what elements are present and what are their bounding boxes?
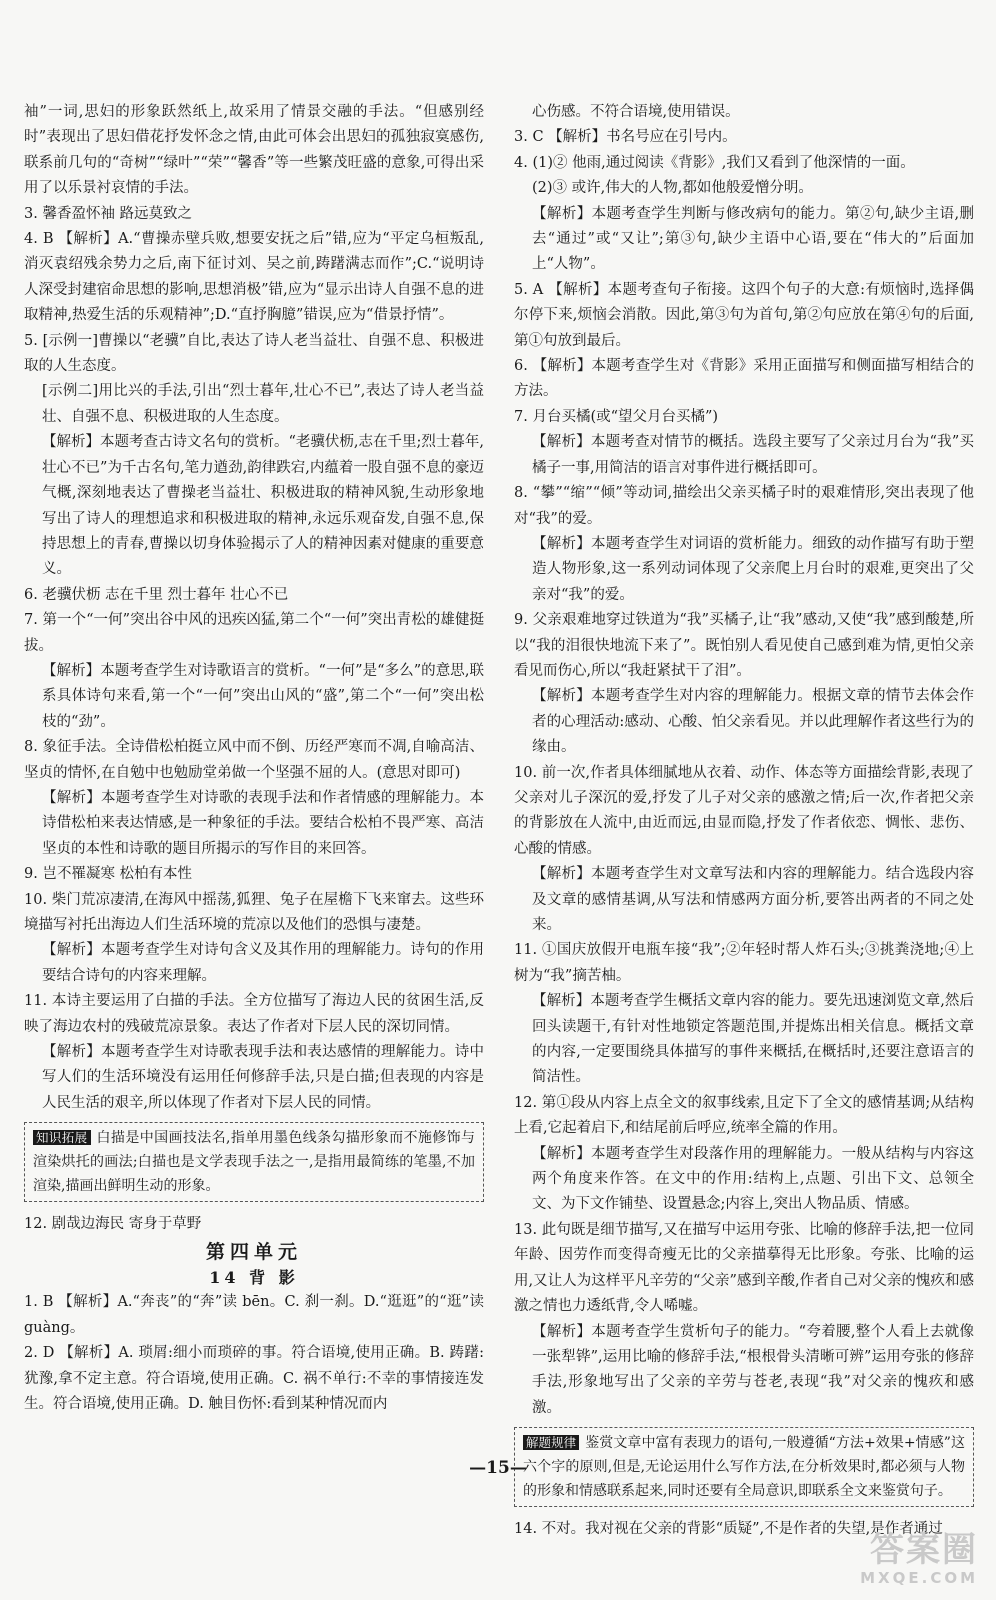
paragraph: 10. 柴门荒凉凄清,在海风中摇荡,狐狸、兔子在屋檐下飞来窜去。这些环境描写衬托出海边人们生活环境的荒凉以及他们的恐惧与凄楚。: [24, 891, 484, 933]
page-number: —15—: [469, 1458, 527, 1478]
paragraph: 8. 象征手法。全诗借松柏挺立风中而不倒、历经严寒而不凋,自喻高洁、坚贞的情怀,在自勉中也勉励堂弟做一个坚强不屈的人。(意思对即可): [24, 739, 484, 781]
paragraph: 【解析】本题考查学生对诗歌语言的赏析。“一何”是“多么”的意思,联系具体诗句来看,第一个“一何”突出山风的“盛”,第二个“一何”突出松枝的“劲”。: [42, 662, 484, 730]
paragraph: [示例二]用比兴的手法,引出“烈士暮年,壮心不已”,表达了诗人老当益壮、自强不息、积极进取的人生态度。: [42, 383, 484, 425]
knowledge-box: [24, 1122, 484, 1202]
paragraph: 7. 月台买橘(或“望父月台买橘”): [514, 408, 719, 425]
knowledge-box-text: 白描是中国画技法名,指单用墨色线条勾描形象而不施修饰与渲染烘托的画法;白描也是文学表现手法之一,是指用最简练的笔墨,不加渲染,描画出鲜明生动的形象。: [33, 1130, 475, 1195]
paragraph: 9. 父亲艰难地穿过铁道为“我”买橘子,让“我”感动,又使“我”感到酸楚,所以“我的泪很快地流下来了”。既怕别人看见使自己感到难为情,更怕父亲看见而伤心,所以“我赶紧拭干了泪”。: [514, 612, 974, 679]
paragraph: 4. B 【解析】A.“曹操赤壁兵败,想要安抚之后”错,应为“平定乌桓叛乱,消灭袁绍残余势力之后,南下征讨刘、吴之前,踌躇满志而作”;C.“说明诗人深受封建宿命思想的影响,思想消极”错,应为“显示出诗人自强不息的进取精神,热爱生活的乐观精神”;D.“直抒胸臆”错误,应为“借景抒情”。: [24, 231, 484, 324]
paragraph: 3. C 【解析】书名号应在引号内。: [514, 129, 737, 146]
paragraph: 8. “攀”“缩”“倾”等动词,描绘出父亲买橘子时的艰难情形,突出表现了他对“我”的爱。: [514, 485, 974, 527]
paragraph: 14. 不对。我对视在父亲的背影“质疑”,不是作者的失望,是作者通过: [514, 1521, 943, 1538]
paragraph: 【解析】本题考查学生对诗歌表现手法和表达感情的理解能力。诗中写人们的生活环境没有运用任何修辞手法,只是白描;但表现的内容是人民生活的艰辛,所以体现了作者对下层人民的同情。: [42, 1044, 484, 1111]
rule-box-text: 鉴赏文章中富有表现力的语句,一般遵循“方法+效果+情感”这六个字的原则,但是,无论运用什么写作方法,在分析效果时,都必须与人物的形象和情感联系起来,同时还要有全局意识,即联系全文来鉴赏句子。: [523, 1435, 965, 1500]
lesson-title: 14 背 影: [209, 1268, 299, 1288]
paragraph: 12. 剧哉边海民 寄身于草野: [24, 1216, 202, 1233]
paragraph: 【解析】本题考查对情节的概括。选段主要写了父亲过月台为“我”买橘子一事,用简洁的语言对事件进行概括即可。: [532, 434, 974, 476]
left-column: [24, 100, 484, 1418]
paragraph: 11. ①国庆放假开电瓶车接“我”;②年轻时帮人炸石头;③挑粪浇地;④上树为“我”摘苦柚。: [514, 942, 974, 984]
paragraph: 5. A 【解析】本题考查句子衔接。这四个句子的大意:有烦恼时,选择偶尔停下来,烦恼会消散。因此,第③句为首句,第②句应放在第④句的后面,第①句放到最后。: [514, 281, 974, 349]
right-column: [514, 100, 974, 1543]
paragraph: 【解析】本题考查学生对诗歌的表现手法和作者情感的理解能力。本诗借松柏来表达情感,是一种象征的手法。要结合松柏不畏严寒、高洁坚贞的本性和诗歌的题目所揭示的写作目的来回答。: [42, 789, 484, 857]
watermark-text: 答案圈: [870, 1530, 978, 1571]
paragraph: 【解析】本题考查学生对段落作用的理解能力。一般从结构与内容这两个角度来作答。在文中的作用:结构上,点题、引出下文、总领全文、为下文作铺垫、设置悬念;内容上,突出人物品质、情感。: [532, 1145, 974, 1213]
paragraph: 袖”一词,思妇的形象跃然纸上,故采用了情景交融的手法。“但感别经时”表现出了思妇借花抒发怀念之情,由此可体会出思妇的孤独寂寞感伤,联系前几句的“奇树”“绿叶”“荣”“馨香”等一些繁茂旺盛的意象,可得出采用了以乐景衬哀情的手法。: [24, 104, 484, 197]
unit-title: 第四单元: [205, 1240, 302, 1263]
paragraph: 11. 本诗主要运用了白描的手法。全方位描写了海边人民的贫困生活,反映了海边农村的残破荒凉景象。表达了作者对下层人民的深切同情。: [24, 993, 484, 1035]
watermark-logo: [860, 1532, 978, 1586]
paragraph: 【解析】本题考查学生判断与修改病句的能力。第②句,缺少主语,删去“通过”或“又让”;第③句,缺少主语中心语,要在“伟大的”后面加上“人物”。: [532, 205, 974, 273]
paragraph: 【解析】本题考查古诗文名句的赏析。“老骥伏枥,志在千里;烈士暮年,壮心不已”为千古名句,笔力遒劲,韵律跌宕,内蕴着一股自强不息的豪迈气概,深刻地表达了曹操老当益壮、积极进取的精神风貌,生动形象地写出了诗人的理想追求和积极进取的精神,永远乐观奋发,自强不息,保持思想上的青春,曹操以切身体验揭示了人的精神因素对健康的重要意义。: [42, 434, 485, 578]
paragraph: (2)③ 或许,伟大的人物,都如他般爱憎分明。: [532, 180, 813, 197]
knowledge-box-title: 知识拓展: [33, 1130, 91, 1145]
paragraph: 10. 前一次,作者具体细腻地从衣着、动作、体态等方面描绘背影,表现了父亲对儿子深沉的爱,抒发了儿子对父亲的感激之情;后一次,作者把父亲的背影放在人流中,由近而远,由显而隐,抒发了作者依恋、惆怅、悲伤、心酸的情感。: [514, 764, 974, 857]
paragraph: 6. 老骥伏枥 志在千里 烈士暮年 壮心不已: [24, 586, 289, 603]
paragraph: 【解析】本题考查学生对诗句含义及其作用的理解能力。诗句的作用要结合诗句的内容来理解。: [42, 942, 484, 984]
paragraph: 【解析】本题考查学生对文章写法和内容的理解能力。结合选段内容及文章的感情基调,从写法和情感两方面分析,要答出两者的不同之处来。: [532, 866, 974, 933]
paragraph: 9. 岂不罹凝寒 松柏有本性: [24, 866, 193, 883]
paragraph: 【解析】本题考查学生概括文章内容的能力。要先迅速浏览文章,然后回头读题干,有针对性地锁定答题范围,并提炼出相关信息。概括文章的内容,一定要围绕具体描写的事件来概括,在概括时,还要注意语言的简洁性。: [532, 993, 974, 1086]
rule-box-title: 解题规律: [523, 1435, 579, 1450]
paragraph: 1. B 【解析】A.“奔丧”的“奔”读 bēn。C. 刹一刹。D.“逛逛”的“逛”读 guàng。: [24, 1294, 484, 1336]
paragraph: 12. 第①段从内容上点全文的叙事线索,且定下了全文的感情基调;从结构上看,它起着启下,和结尾前后呼应,统率全篇的作用。: [514, 1094, 974, 1137]
paragraph: 7. 第一个“一何”突出谷中风的迅疾凶猛,第二个“一何”突出青松的雄健挺拔。: [24, 612, 484, 654]
paragraph: 【解析】本题考查学生赏析句子的能力。“夸着腰,整个人看上去就像一张犁铧”,运用比喻的修辞手法,“根根骨头清晰可辨”运用夸张的修辞手法,形象地写出了父亲的辛劳与苍老,表现“我”对父亲的愧疚和感激。: [532, 1323, 974, 1416]
paragraph: 5. [示例一]曹操以“老骥”自比,表达了诗人老当益壮、自强不息、积极进取的人生态度。: [24, 332, 484, 375]
paragraph: 3. 馨香盈怀袖 路远莫致之: [24, 205, 193, 222]
paragraph: 【解析】本题考查学生对内容的理解能力。根据文章的情节去体会作者的心理活动:感动、心酸、怕父亲看见。并以此理解作者这些行为的缘由。: [532, 688, 974, 756]
paragraph: 4. (1)② 他雨,通过阅读《背影》,我们又看到了他深情的一面。: [514, 154, 915, 171]
watermark-url: MXQE.COM: [860, 1568, 978, 1587]
paragraph: 心伤感。不符合语境,使用错误。: [532, 104, 740, 120]
paragraph: 6. 【解析】本题考查学生对《背影》采用正面描写和侧面描写相结合的方法。: [514, 358, 974, 400]
paragraph: 2. D 【解析】A. 琐屑:细小而琐碎的事。符合语境,使用正确。B. 踌躇:犹豫,拿不定主意。符合语境,使用正确。C. 祸不单行:不幸的事情接连发生。符合语境,使用正确。D. 触目伤怀:看到某种情况而内: [24, 1345, 484, 1413]
paragraph: 13. 此句既是细节描写,又在描写中运用夸张、比喻的修辞手法,把一位同年龄、因劳作而变得奇瘦无比的父亲描摹得无比形象。夸张、比喻的运用,又让人为这样平凡辛劳的“父亲”感到辛酸,作者自己对父亲的愧疚和感激之情也力透纸背,令人唏嘘。: [514, 1221, 974, 1315]
paragraph: 【解析】本题考查学生对词语的赏析能力。细致的动作描写有助于塑造人物形象,这一系列动词体现了父亲爬上月台时的艰难,更突出了父亲对“我”的爱。: [532, 535, 974, 603]
